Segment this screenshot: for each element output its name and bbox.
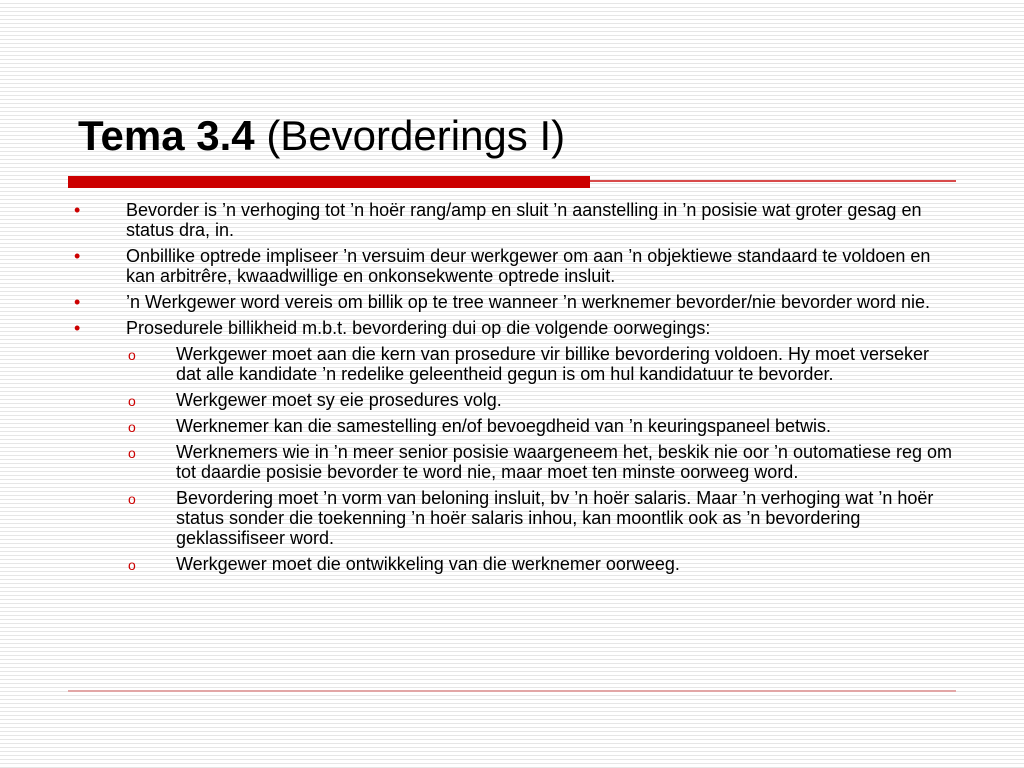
slide-title [78, 112, 565, 160]
bullet-item [74, 246, 954, 286]
sub-bullet-text: Werkgewer moet aan die kern van prosedure vir billike bevordering voldoen. Hy moet verseker dat alle kandidate ’n redelike geleentheid gegun is om hul kandidatuur te bevorder. [176, 344, 930, 384]
slide-title-number: Tema 3.4 [78, 112, 255, 159]
sub-bullet-marker-icon: o [128, 347, 136, 363]
bullet-marker-icon: • [74, 292, 81, 312]
sub-bullet-item [74, 390, 954, 410]
sub-bullet-marker-icon: o [128, 393, 136, 409]
sub-bullet-marker-icon: o [128, 491, 136, 507]
slide-title-text: (Bevorderings I) [254, 112, 566, 159]
footer-divider [68, 690, 956, 692]
sub-bullet-text: Werknemer kan die samestelling en/of bevoegdheid van ’n keuringspaneel betwis. [176, 416, 832, 436]
sub-bullet-item [74, 554, 954, 574]
sub-bullet-text: Werkgewer moet sy eie prosedures volg. [176, 390, 502, 410]
bullet-marker-icon: • [74, 246, 81, 266]
title-underline [590, 180, 956, 182]
title-accent-bar [68, 176, 590, 188]
sub-bullet-marker-icon: o [128, 557, 136, 573]
slide-body [74, 200, 954, 580]
bullet-text: Prosedurele billikheid m.b.t. bevordering dui op die volgende oorwegings: [126, 318, 711, 338]
sub-bullet-item [74, 488, 954, 548]
bullet-text: ’n Werkgewer word vereis om billik op te tree wanneer ’n werknemer bevorder/nie bevorder word nie. [126, 292, 931, 312]
sub-bullet-item [74, 416, 954, 436]
sub-bullet-marker-icon: o [128, 419, 136, 435]
bullet-item [74, 200, 954, 240]
sub-bullet-marker-icon: o [128, 445, 136, 461]
sub-bullet-item [74, 344, 954, 384]
bullet-item [74, 292, 954, 312]
sub-bullet-text: Werknemers wie in ’n meer senior posisie waargeneem het, beskik nie oor ’n outomatiese reg om tot daardie posisie bevorder te word nie, maar moet ten minste oorweeg word. [176, 442, 953, 482]
sub-bullet-text: Werkgewer moet die ontwikkeling van die werknemer oorweeg. [176, 554, 680, 574]
bullet-text: Onbillike optrede impliseer ’n versuim deur werkgewer om aan ’n objektiewe standaard te voldoen en kan arbitrêre, kwaadwillige en onkonsekwente optrede insluit. [126, 246, 931, 286]
bullet-marker-icon: • [74, 200, 81, 220]
bullet-marker-icon: • [74, 318, 81, 338]
sub-bullet-item [74, 442, 954, 482]
bullet-item [74, 318, 954, 338]
sub-bullet-text: Bevordering moet ’n vorm van beloning insluit, bv ’n hoër salaris. Maar ’n verhoging wat ’n hoër status sonder die toekenning ’n hoër salaris inhou, kan moontlik ook as ’n bevordering geklassifiseer word. [176, 488, 934, 548]
bullet-text: Bevorder is ’n verhoging tot ’n hoër rang/amp en sluit ’n aanstelling in ’n posisie wat groter gesag en status dra, in. [126, 200, 922, 240]
